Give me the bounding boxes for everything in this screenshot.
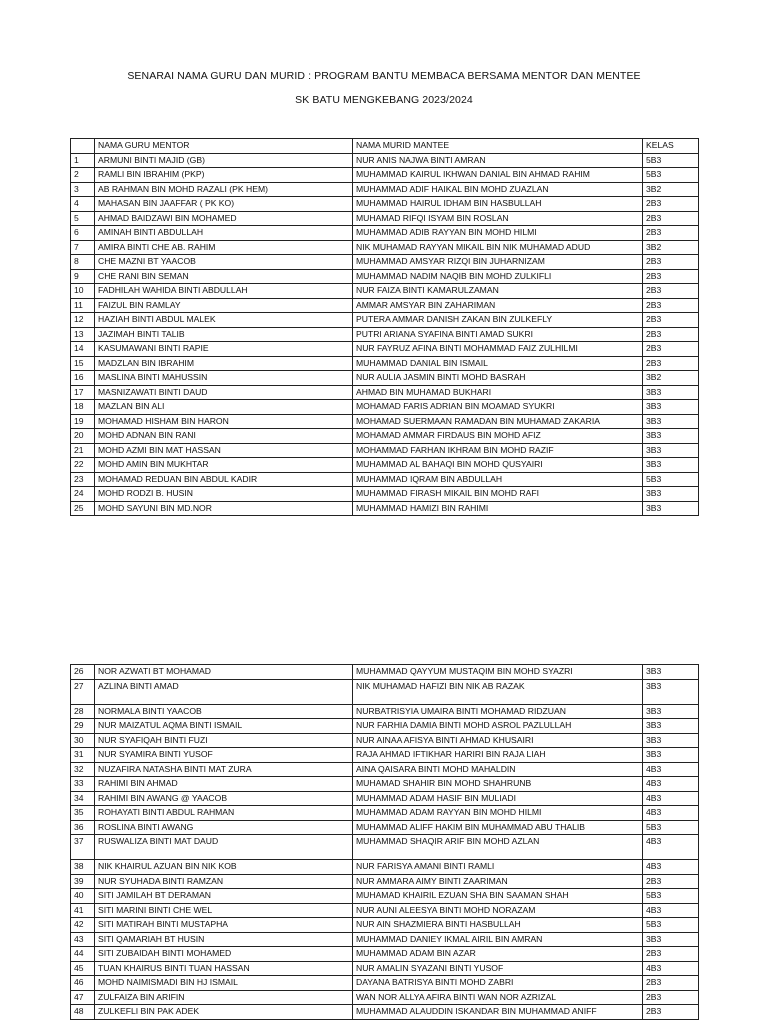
cell-murid: MUHAMMAD DANIAL BIN ISMAIL xyxy=(353,356,643,371)
table-row xyxy=(71,903,699,918)
cell-kelas: 4B3 xyxy=(643,860,699,875)
cell-kelas: 2B3 xyxy=(643,874,699,889)
table-row xyxy=(71,947,699,962)
cell-guru: MOHD RODZI B. HUSIN xyxy=(95,487,353,502)
table-row xyxy=(71,961,699,976)
cell-no: 1 xyxy=(71,153,95,168)
cell-no: 18 xyxy=(71,400,95,415)
cell-no: 17 xyxy=(71,385,95,400)
table-row xyxy=(71,269,699,284)
cell-kelas: 3B3 xyxy=(643,679,699,704)
table-row xyxy=(71,835,699,860)
cell-kelas: 3B3 xyxy=(643,414,699,429)
table-row xyxy=(71,791,699,806)
cell-murid: MUHAMMAD ADAM RAYYAN BIN MOHD HILMI xyxy=(353,806,643,821)
table-row xyxy=(71,356,699,371)
cell-no: 34 xyxy=(71,791,95,806)
table-row xyxy=(71,240,699,255)
cell-murid: MUHAMMAD HAIRUL IDHAM BIN HASBULLAH xyxy=(353,197,643,212)
table-row xyxy=(71,342,699,357)
table-row xyxy=(71,313,699,328)
cell-no: 44 xyxy=(71,947,95,962)
cell-no: 39 xyxy=(71,874,95,889)
cell-no: 47 xyxy=(71,990,95,1005)
cell-murid: NIK MUHAMAD RAYYAN MIKAIL BIN NIK MUHAMAD ADUD xyxy=(353,240,643,255)
cell-kelas: 2B3 xyxy=(643,269,699,284)
cell-kelas: 2B3 xyxy=(643,1005,699,1020)
cell-kelas: 4B3 xyxy=(643,961,699,976)
header-no xyxy=(71,139,95,154)
cell-no: 48 xyxy=(71,1005,95,1020)
cell-no: 3 xyxy=(71,182,95,197)
table-row xyxy=(71,777,699,792)
cell-kelas: 5B3 xyxy=(643,889,699,904)
table-row xyxy=(71,748,699,763)
cell-murid: MUHAMMAD ADIF HAIKAL BIN MOHD ZUAZLAN xyxy=(353,182,643,197)
cell-kelas: 3B3 xyxy=(643,443,699,458)
cell-kelas: 2B3 xyxy=(643,284,699,299)
cell-guru: RAHIMI BIN AWANG @ YAACOB xyxy=(95,791,353,806)
cell-kelas: 3B3 xyxy=(643,733,699,748)
mentor-table-page1 xyxy=(70,138,699,516)
cell-murid: AMMAR AMSYAR BIN ZAHARIMAN xyxy=(353,298,643,313)
cell-murid: MUHAMMAD AMSYAR RIZQI BIN JUHARNIZAM xyxy=(353,255,643,270)
cell-kelas: 5B3 xyxy=(643,820,699,835)
cell-no: 30 xyxy=(71,733,95,748)
cell-kelas: 2B3 xyxy=(643,211,699,226)
cell-kelas: 2B3 xyxy=(643,342,699,357)
cell-no: 45 xyxy=(71,961,95,976)
cell-kelas: 2B3 xyxy=(643,313,699,328)
cell-kelas: 5B3 xyxy=(643,472,699,487)
cell-murid: NUR FAIZA BINTI KAMARULZAMAN xyxy=(353,284,643,299)
cell-no: 5 xyxy=(71,211,95,226)
table-row xyxy=(71,458,699,473)
cell-no: 37 xyxy=(71,835,95,860)
cell-murid: MUHAMMAD KAIRUL IKHWAN DANIAL BIN AHMAD RAHIM xyxy=(353,168,643,183)
cell-murid: DAYANA BATRISYA BINTI MOHD ZABRI xyxy=(353,976,643,991)
cell-kelas: 2B3 xyxy=(643,226,699,241)
cell-no: 9 xyxy=(71,269,95,284)
table-row xyxy=(71,443,699,458)
cell-guru: ZULKEFLI BIN PAK ADEK xyxy=(95,1005,353,1020)
table-row xyxy=(71,918,699,933)
cell-kelas: 3B2 xyxy=(643,182,699,197)
cell-guru: CHE MAZNI BT YAACOB xyxy=(95,255,353,270)
cell-no: 7 xyxy=(71,240,95,255)
document-subtitle: SK BATU MENGKEBANG 2023/2024 xyxy=(295,94,473,106)
table-row xyxy=(71,472,699,487)
cell-murid: NUR AMALIN SYAZANI BINTI YUSOF xyxy=(353,961,643,976)
cell-murid: NUR AINAA AFISYA BINTI AHMAD KHUSAIRI xyxy=(353,733,643,748)
cell-no: 27 xyxy=(71,679,95,704)
cell-murid: MUHAMMAD ALIFF HAKIM BIN MUHAMMAD ABU THALIB xyxy=(353,820,643,835)
table-row xyxy=(71,298,699,313)
cell-no: 15 xyxy=(71,356,95,371)
table-row xyxy=(71,414,699,429)
cell-kelas: 3B3 xyxy=(643,748,699,763)
cell-no: 26 xyxy=(71,665,95,680)
cell-murid: MUHAMMAD IQRAM BIN ABDULLAH xyxy=(353,472,643,487)
cell-guru: AB RAHMAN BIN MOHD RAZALI (PK HEM) xyxy=(95,182,353,197)
cell-murid: RAJA AHMAD IFTIKHAR HARIRI BIN RAJA LIAH xyxy=(353,748,643,763)
table-row xyxy=(71,820,699,835)
cell-no: 31 xyxy=(71,748,95,763)
header-guru: NAMA GURU MENTOR xyxy=(95,139,353,154)
cell-guru: MOHD ADNAN BIN RANI xyxy=(95,429,353,444)
cell-murid: NUR ANIS NAJWA BINTI AMRAN xyxy=(353,153,643,168)
table-row xyxy=(71,679,699,704)
cell-murid: MUHAMMAD ALAUDDIN ISKANDAR BIN MUHAMMAD ANIFF xyxy=(353,1005,643,1020)
cell-guru: MOHD SAYUNI BIN MD.NOR xyxy=(95,501,353,516)
cell-murid: AINA QAISARA BINTI MOHD MAHALDIN xyxy=(353,762,643,777)
cell-kelas: 4B3 xyxy=(643,762,699,777)
table-row xyxy=(71,990,699,1005)
cell-no: 32 xyxy=(71,762,95,777)
cell-kelas: 4B3 xyxy=(643,806,699,821)
cell-guru: MASNIZAWATI BINTI DAUD xyxy=(95,385,353,400)
table-row xyxy=(71,487,699,502)
cell-murid: MUHAMMAD HAMIZI BIN RAHIMI xyxy=(353,501,643,516)
table-row xyxy=(71,874,699,889)
table-row xyxy=(71,665,699,680)
table-row xyxy=(71,889,699,904)
cell-murid: MUHAMMAD SHAQIR ARIF BIN MOHD AZLAN xyxy=(353,835,643,860)
table-row xyxy=(71,1005,699,1020)
cell-guru: MOHD AMIN BIN MUKHTAR xyxy=(95,458,353,473)
cell-guru: NUZAFIRA NATASHA BINTI MAT ZURA xyxy=(95,762,353,777)
cell-kelas: 4B3 xyxy=(643,791,699,806)
header-murid: NAMA MURID MANTEE xyxy=(353,139,643,154)
cell-no: 46 xyxy=(71,976,95,991)
cell-murid: NUR AMMARA AIMY BINTI ZAARIMAN xyxy=(353,874,643,889)
cell-guru: NOR AZWATI BT MOHAMAD xyxy=(95,665,353,680)
cell-guru: JAZIMAH BINTI TALIB xyxy=(95,327,353,342)
cell-no: 33 xyxy=(71,777,95,792)
cell-murid: MUHAMMAD ADAM HASIF BIN MULIADI xyxy=(353,791,643,806)
cell-kelas: 5B3 xyxy=(643,168,699,183)
table-row xyxy=(71,501,699,516)
cell-guru: RUSWALIZA BINTI MAT DAUD xyxy=(95,835,353,860)
cell-kelas: 2B3 xyxy=(643,976,699,991)
cell-murid: NIK MUHAMAD HAFIZI BIN NIK AB RAZAK xyxy=(353,679,643,704)
mentor-table-page2 xyxy=(70,664,699,1020)
cell-no: 20 xyxy=(71,429,95,444)
cell-no: 35 xyxy=(71,806,95,821)
cell-kelas: 3B3 xyxy=(643,719,699,734)
cell-kelas: 3B3 xyxy=(643,458,699,473)
cell-kelas: 2B3 xyxy=(643,356,699,371)
cell-guru: ROHAYATI BINTI ABDUL RAHMAN xyxy=(95,806,353,821)
cell-no: 2 xyxy=(71,168,95,183)
table-row xyxy=(71,182,699,197)
cell-kelas: 3B3 xyxy=(643,704,699,719)
cell-no: 38 xyxy=(71,860,95,875)
cell-guru: SITI MATIRAH BINTI MUSTAPHA xyxy=(95,918,353,933)
cell-guru: SITI ZUBAIDAH BINTI MOHAMED xyxy=(95,947,353,962)
cell-guru: ARMUNI BINTI MAJID (GB) xyxy=(95,153,353,168)
table-row xyxy=(71,806,699,821)
cell-kelas: 2B3 xyxy=(643,298,699,313)
table-row xyxy=(71,255,699,270)
cell-murid: NUR AUNI ALEESYA BINTI MOHD NORAZAM xyxy=(353,903,643,918)
cell-guru: NORMALA BINTI YAACOB xyxy=(95,704,353,719)
cell-guru: AZLINA BINTI AMAD xyxy=(95,679,353,704)
cell-no: 8 xyxy=(71,255,95,270)
cell-murid: NUR FAYRUZ AFINA BINTI MOHAMMAD FAIZ ZULHILMI xyxy=(353,342,643,357)
cell-no: 6 xyxy=(71,226,95,241)
cell-no: 41 xyxy=(71,903,95,918)
table-row xyxy=(71,932,699,947)
cell-guru: RAHIMI BIN AHMAD xyxy=(95,777,353,792)
cell-no: 23 xyxy=(71,472,95,487)
cell-guru: MOHD NAIMISMADI BIN HJ ISMAIL xyxy=(95,976,353,991)
cell-murid: AHMAD BIN MUHAMAD BUKHARI xyxy=(353,385,643,400)
cell-kelas: 4B3 xyxy=(643,903,699,918)
cell-kelas: 3B3 xyxy=(643,501,699,516)
table-row xyxy=(71,860,699,875)
cell-murid: MUHAMMAD AL BAHAQI BIN MOHD QUSYAIRI xyxy=(353,458,643,473)
cell-murid: NUR FARHIA DAMIA BINTI MOHD ASROL PAZLULLAH xyxy=(353,719,643,734)
cell-kelas: 4B3 xyxy=(643,835,699,860)
cell-murid: MUHAMMAD DANIEY IKMAL AIRIL BIN AMRAN xyxy=(353,932,643,947)
cell-murid: MUHAMMAD FIRASH MIKAIL BIN MOHD RAFI xyxy=(353,487,643,502)
cell-no: 10 xyxy=(71,284,95,299)
table-row xyxy=(71,197,699,212)
cell-murid: MOHAMAD FARIS ADRIAN BIN MOAMAD SYUKRI xyxy=(353,400,643,415)
cell-no: 21 xyxy=(71,443,95,458)
cell-no: 42 xyxy=(71,918,95,933)
cell-kelas: 3B3 xyxy=(643,487,699,502)
cell-guru: TUAN KHAIRUS BINTI TUAN HASSAN xyxy=(95,961,353,976)
cell-murid: MUHAMAD RIFQI ISYAM BIN ROSLAN xyxy=(353,211,643,226)
table-row xyxy=(71,226,699,241)
cell-kelas: 3B2 xyxy=(643,371,699,386)
cell-guru: ZULFAIZA BIN ARIFIN xyxy=(95,990,353,1005)
table-row xyxy=(71,153,699,168)
cell-no: 25 xyxy=(71,501,95,516)
cell-no: 36 xyxy=(71,820,95,835)
cell-no: 11 xyxy=(71,298,95,313)
table-row xyxy=(71,429,699,444)
cell-guru: NUR MAIZATUL AQMA BINTI ISMAIL xyxy=(95,719,353,734)
cell-no: 19 xyxy=(71,414,95,429)
cell-guru: AMINAH BINTI ABDULLAH xyxy=(95,226,353,241)
cell-guru: SITI QAMARIAH BT HUSIN xyxy=(95,932,353,947)
cell-kelas: 2B3 xyxy=(643,255,699,270)
table-row xyxy=(71,168,699,183)
cell-no: 12 xyxy=(71,313,95,328)
cell-guru: NUR SYAMIRA BINTI YUSOF xyxy=(95,748,353,763)
cell-guru: MASLINA BINTI MAHUSSIN xyxy=(95,371,353,386)
cell-guru: MAZLAN BIN ALI xyxy=(95,400,353,415)
cell-kelas: 3B3 xyxy=(643,385,699,400)
table-row xyxy=(71,284,699,299)
cell-guru: KASUMAWANI BINTI RAPIE xyxy=(95,342,353,357)
cell-murid: MUHAMAD SHAHIR BIN MOHD SHAHRUNB xyxy=(353,777,643,792)
cell-no: 28 xyxy=(71,704,95,719)
cell-murid: MUHAMMAD ADAM BIN AZAR xyxy=(353,947,643,962)
cell-guru: AHMAD BAIDZAWI BIN MOHAMED xyxy=(95,211,353,226)
cell-murid: NUR FARISYA AMANI BINTI RAMLI xyxy=(353,860,643,875)
cell-no: 14 xyxy=(71,342,95,357)
cell-guru: MOHD AZMI BIN MAT HASSAN xyxy=(95,443,353,458)
cell-kelas: 4B3 xyxy=(643,777,699,792)
cell-murid: PUTRI ARIANA SYAFINA BINTI AMAD SUKRI xyxy=(353,327,643,342)
table-row xyxy=(71,733,699,748)
cell-guru: NUR SYUHADA BINTI RAMZAN xyxy=(95,874,353,889)
cell-guru: NIK KHAIRUL AZUAN BIN NIK KOB xyxy=(95,860,353,875)
cell-kelas: 5B3 xyxy=(643,918,699,933)
table-row xyxy=(71,385,699,400)
cell-no: 29 xyxy=(71,719,95,734)
cell-no: 24 xyxy=(71,487,95,502)
cell-no: 43 xyxy=(71,932,95,947)
cell-no: 4 xyxy=(71,197,95,212)
cell-guru: MOHAMAD HISHAM BIN HARON xyxy=(95,414,353,429)
cell-murid: MOHAMAD SUERMAAN RAMADAN BIN MUHAMAD ZAKARIA xyxy=(353,414,643,429)
cell-kelas: 2B3 xyxy=(643,947,699,962)
cell-murid: MOHAMAD AMMAR FIRDAUS BIN MOHD AFIZ xyxy=(353,429,643,444)
cell-murid: NUR AULIA JASMIN BINTI MOHD BASRAH xyxy=(353,371,643,386)
cell-murid: NUR AIN SHAZMIERA BINTI HASBULLAH xyxy=(353,918,643,933)
cell-kelas: 3B3 xyxy=(643,400,699,415)
cell-murid: PUTERA AMMAR DANISH ZAKAN BIN ZULKEFLY xyxy=(353,313,643,328)
cell-murid: NURBATRISYIA UMAIRA BINTI MOHAMAD RIDZUAN xyxy=(353,704,643,719)
cell-murid: WAN NOR ALLYA AFIRA BINTI WAN NOR AZRIZAL xyxy=(353,990,643,1005)
cell-guru: RAMLI BIN IBRAHIM (PKP) xyxy=(95,168,353,183)
cell-guru: MOHAMAD REDUAN BIN ABDUL KADIR xyxy=(95,472,353,487)
cell-guru: MADZLAN BIN IBRAHIM xyxy=(95,356,353,371)
table-row xyxy=(71,704,699,719)
cell-no: 40 xyxy=(71,889,95,904)
cell-guru: HAZIAH BINTI ABDUL MALEK xyxy=(95,313,353,328)
cell-kelas: 3B3 xyxy=(643,429,699,444)
cell-murid: MUHAMAD KHAIRIL EZUAN SHA BIN SAAMAN SHAH xyxy=(353,889,643,904)
cell-kelas: 2B3 xyxy=(643,197,699,212)
table-row xyxy=(71,371,699,386)
cell-guru: SITI JAMILAH BT DERAMAN xyxy=(95,889,353,904)
cell-kelas: 3B2 xyxy=(643,240,699,255)
table-row xyxy=(71,976,699,991)
cell-guru: FADHILAH WAHIDA BINTI ABDULLAH xyxy=(95,284,353,299)
cell-no: 13 xyxy=(71,327,95,342)
cell-murid: MUHAMMAD ADIB RAYYAN BIN MOHD HILMI xyxy=(353,226,643,241)
cell-guru: MAHASAN BIN JAAFFAR ( PK KO) xyxy=(95,197,353,212)
cell-kelas: 5B3 xyxy=(643,153,699,168)
table-header-row xyxy=(71,139,699,154)
table-row xyxy=(71,719,699,734)
table-row xyxy=(71,327,699,342)
header-kelas: KELAS xyxy=(643,139,699,154)
cell-kelas: 3B3 xyxy=(643,665,699,680)
cell-guru: AMIRA BINTI CHE AB. RAHIM xyxy=(95,240,353,255)
cell-guru: SITI MARINI BINTI CHE WEL xyxy=(95,903,353,918)
cell-murid: MUHAMMAD NADIM NAQIB BIN MOHD ZULKIFLI xyxy=(353,269,643,284)
cell-guru: FAIZUL BIN RAMLAY xyxy=(95,298,353,313)
cell-no: 22 xyxy=(71,458,95,473)
cell-no: 16 xyxy=(71,371,95,386)
cell-murid: MUHAMMAD QAYYUM MUSTAQIM BIN MOHD SYAZRI xyxy=(353,665,643,680)
cell-kelas: 3B3 xyxy=(643,932,699,947)
cell-guru: NUR SYAFIQAH BINTI FUZI xyxy=(95,733,353,748)
table-row xyxy=(71,400,699,415)
table-row xyxy=(71,211,699,226)
cell-guru: CHE RANI BIN SEMAN xyxy=(95,269,353,284)
table-row xyxy=(71,762,699,777)
cell-kelas: 2B3 xyxy=(643,990,699,1005)
cell-murid: MOHAMMAD FARHAN IKHRAM BIN MOHD RAZIF xyxy=(353,443,643,458)
cell-guru: ROSLINA BINTI AWANG xyxy=(95,820,353,835)
cell-kelas: 2B3 xyxy=(643,327,699,342)
document-title: SENARAI NAMA GURU DAN MURID : PROGRAM BANTU MEMBACA BERSAMA MENTOR DAN MENTEE xyxy=(127,70,641,82)
